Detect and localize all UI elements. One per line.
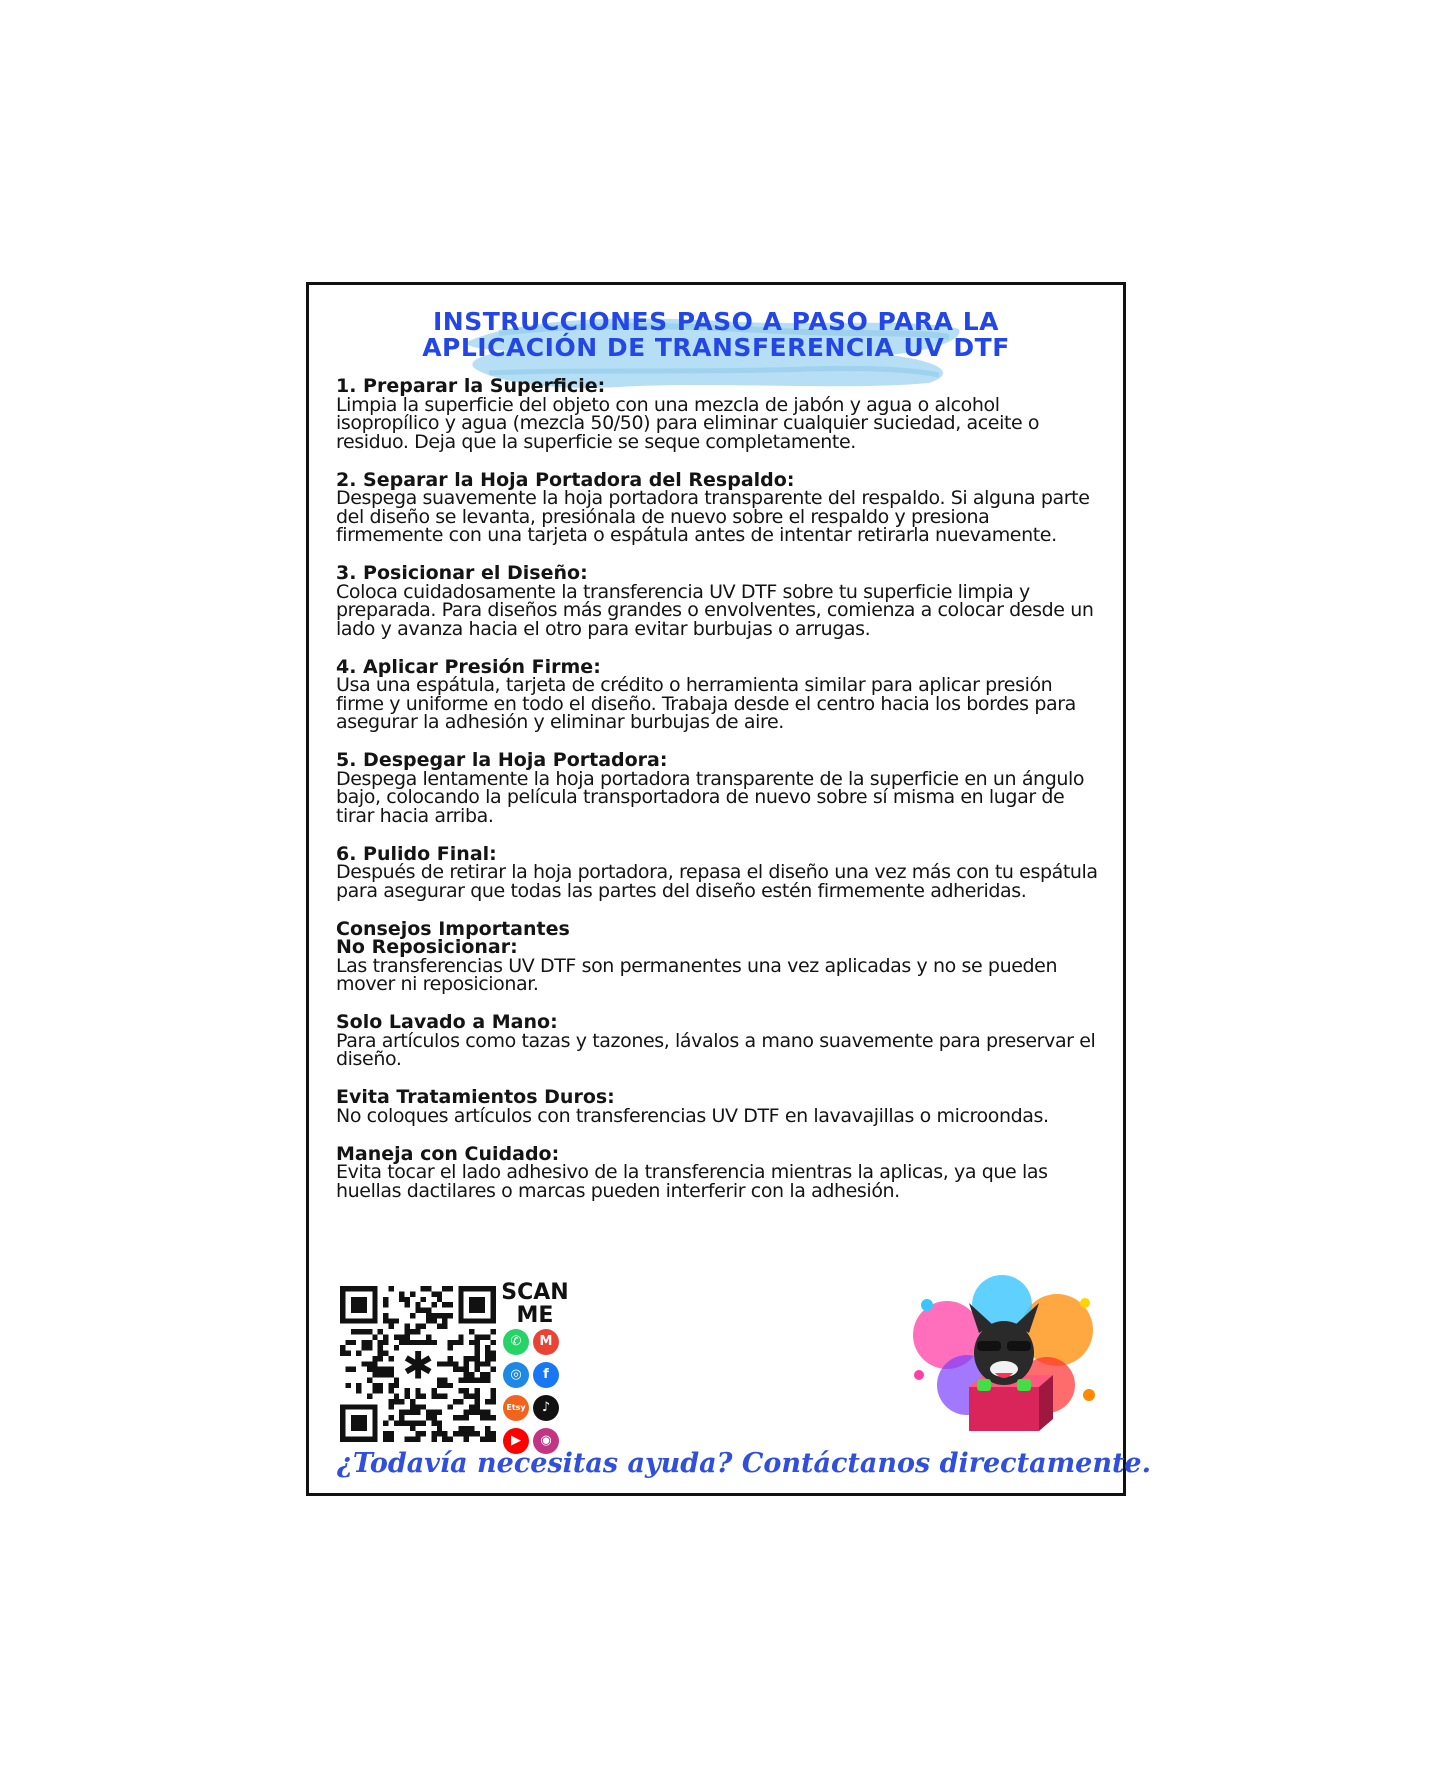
- tip-4: [336, 1142, 1101, 1202]
- step-3: [336, 564, 1101, 638]
- step-text: Despega lentamente la hoja portadora transparente de la superficie en un ángulo bajo, colocando la película transportadora de nuevo sobre sí misma en lugar de tirar hacia arriba.: [336, 767, 1085, 827]
- tip-text: Las transferencias UV DTF son permanentes una vez aplicadas y no se pueden mover ni reposicionar.: [336, 954, 1058, 995]
- tip-text: No coloques artículos con transferencias UV DTF en lavavajillas o microondas.: [336, 1104, 1049, 1127]
- scan-label-line-1: SCAN: [501, 1280, 569, 1305]
- scan-label-line-2: ME: [516, 1303, 554, 1328]
- scan-me-label: [499, 1281, 571, 1327]
- step-heading: 6. Pulido Final:: [336, 842, 497, 865]
- tip-heading: Evita Tratamientos Duros:: [336, 1086, 615, 1108]
- instructions-content: [336, 377, 1101, 1220]
- qr-code[interactable]: [340, 1286, 496, 1442]
- step-heading: 1. Preparar la Superficie:: [336, 375, 606, 397]
- tip-heading: Solo Lavado a Mano:: [336, 1011, 558, 1033]
- whatsapp-icon[interactable]: ✆: [503, 1329, 529, 1355]
- step-6: [336, 842, 1101, 902]
- svg-text:✱: ✱: [402, 1343, 434, 1388]
- step-heading: 3. Posicionar el Diseño:: [336, 562, 588, 584]
- contact-line: ¿Todavía necesitas ayuda? Contáctanos directamente.: [337, 1448, 1152, 1479]
- tips-heading: Consejos Importantes: [336, 917, 570, 940]
- step-text: Coloca cuidadosamente la transferencia UV DTF sobre tu superficie limpia y preparada. Para diseños más grandes o envolventes, comienza a colocar desde un lado y avanza hacia el otro para evitar burbujas o arrugas.: [336, 580, 1094, 640]
- step-4: [336, 655, 1101, 733]
- tip-heading: Maneja con Cuidado:: [336, 1142, 560, 1165]
- step-text: Usa una espátula, tarjeta de crédito o herramienta similar para aplicar presión firme y uniforme en todo el diseño. Trabaja desde el centro hacia los bordes para asegurar la adhesión y eliminar burbujas de aire.: [336, 674, 1076, 733]
- step-5: [336, 751, 1101, 825]
- tiktok-icon[interactable]: ♪: [533, 1395, 559, 1421]
- title-line-2: APLICACIÓN DE TRANSFERENCIA UV DTF: [422, 333, 1010, 362]
- page-title: [309, 309, 1123, 361]
- title-line-1: INSTRUCCIONES PASO A PASO PARA LA: [433, 307, 999, 336]
- etsy-icon[interactable]: Etsy: [503, 1395, 529, 1421]
- step-heading: 4. Aplicar Presión Firme:: [336, 655, 601, 678]
- step-text: Limpia la superficie del objeto con una mezcla de jabón y agua o alcohol isopropílico y agua (mezcla 50/50) para eliminar cualquier suciedad, aceite o residuo. Deja que la superficie se seque completamente.: [336, 393, 1040, 453]
- tip-3: [336, 1088, 1101, 1125]
- step-text: Despega suavemente la hoja portadora transparente del respaldo. Si alguna parte del diseño se levanta, presiónala de nuevo sobre el respaldo y presiona firmemente con una tarjeta o espátula antes de intentar retirarla nuevamente.: [336, 487, 1090, 546]
- tip-2: [336, 1013, 1101, 1069]
- youtube-icon[interactable]: ▶: [503, 1428, 529, 1454]
- step-2: [336, 468, 1101, 546]
- step-1: [336, 377, 1101, 451]
- mascot-paint-splash-illustration: [907, 1275, 1097, 1445]
- instruction-card: [306, 282, 1152, 1496]
- gmail-icon[interactable]: M: [533, 1329, 559, 1355]
- step-heading: 2. Separar la Hoja Portadora del Respaldo:: [336, 468, 795, 491]
- social-icons: [501, 1329, 565, 1461]
- facebook-icon[interactable]: f: [533, 1362, 559, 1388]
- title-block: [309, 309, 1123, 381]
- tip-1: [336, 917, 1101, 995]
- step-heading: 5. Despegar la Hoja Portadora:: [336, 749, 668, 771]
- website-icon[interactable]: ◎: [503, 1362, 529, 1388]
- tip-text: Para artículos como tazas y tazones, lávalos a mano suavemente para preservar el diseño.: [336, 1029, 1096, 1070]
- instagram-icon[interactable]: ◉: [533, 1428, 559, 1454]
- step-text: Después de retirar la hoja portadora, repasa el diseño una vez más con tu espátula para asegurar que todas las partes del diseño estén firmemente adheridas.: [336, 861, 1098, 902]
- tip-text: Evita tocar el lado adhesivo de la transferencia mientras la aplicas, ya que las huellas dactilares o marcas pueden interferir con la adhesión.: [336, 1161, 1048, 1202]
- tip-heading: No Reposicionar:: [336, 936, 518, 958]
